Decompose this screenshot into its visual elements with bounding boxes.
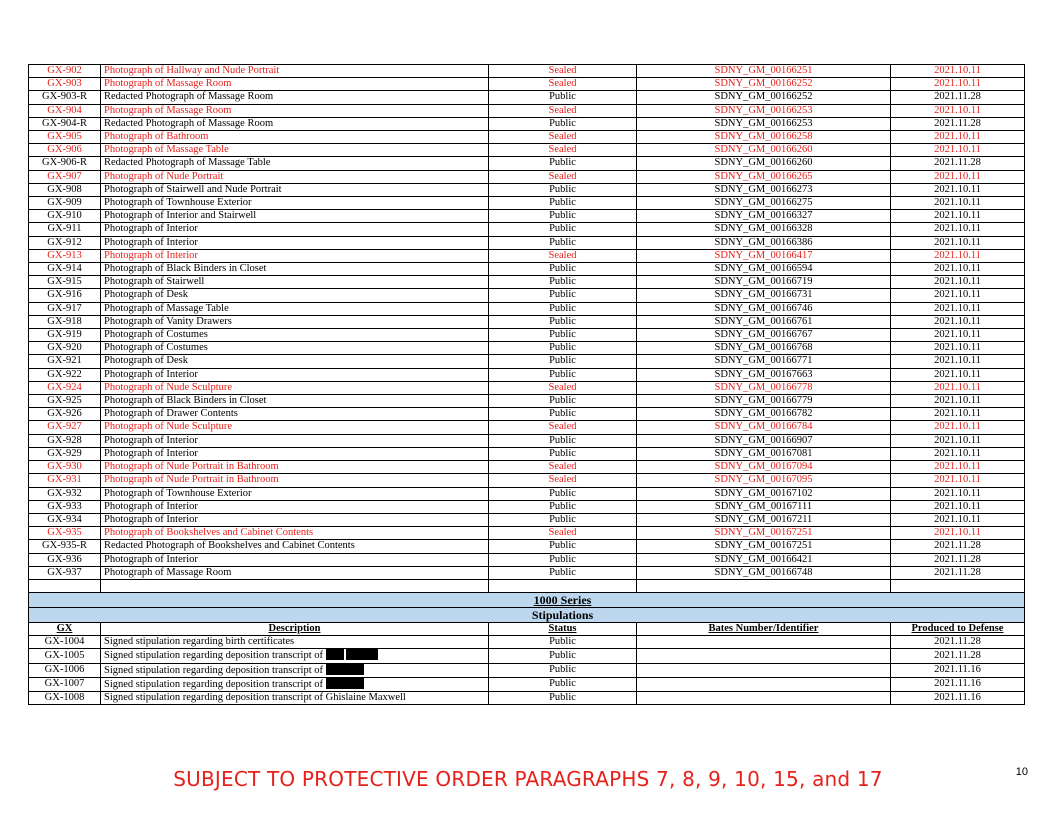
exhibit-number: GX-933: [29, 500, 101, 513]
exhibit-produced-date: 2021.10.11: [891, 78, 1025, 91]
exhibit-status: Public: [489, 329, 637, 342]
exhibit-description: Redacted Photograph of Massage Table: [101, 157, 489, 170]
stipulation-number: GX-1007: [29, 677, 101, 691]
exhibit-description: Photograph of Nude Portrait in Bathroom: [101, 461, 489, 474]
exhibit-bates: SDNY_GM_00166252: [637, 91, 891, 104]
exhibit-bates: SDNY_GM_00167211: [637, 513, 891, 526]
exhibit-status: Public: [489, 553, 637, 566]
exhibit-produced-date: 2021.10.11: [891, 249, 1025, 262]
header-description: Description: [101, 622, 489, 635]
stipulation-row: [29, 649, 1025, 663]
exhibit-number: GX-914: [29, 263, 101, 276]
exhibit-produced-date: 2021.10.11: [891, 276, 1025, 289]
exhibit-produced-date: 2021.11.28: [891, 553, 1025, 566]
exhibit-number: GX-937: [29, 566, 101, 579]
exhibit-description: Photograph of Drawer Contents: [101, 408, 489, 421]
exhibit-description: Photograph of Nude Sculpture: [101, 421, 489, 434]
stipulation-description: [101, 636, 489, 649]
exhibit-description: Photograph of Interior: [101, 223, 489, 236]
exhibit-produced-date: 2021.11.28: [891, 157, 1025, 170]
exhibit-status: Public: [489, 434, 637, 447]
exhibit-description: Photograph of Vanity Drawers: [101, 315, 489, 328]
exhibit-description: Photograph of Townhouse Exterior: [101, 197, 489, 210]
exhibit-bates: SDNY_GM_00166260: [637, 144, 891, 157]
exhibit-row: [29, 474, 1025, 487]
exhibit-description: Photograph of Nude Portrait: [101, 170, 489, 183]
redaction-block: [346, 649, 378, 660]
exhibit-status: Sealed: [489, 65, 637, 78]
exhibit-bates: SDNY_GM_00166782: [637, 408, 891, 421]
exhibit-bates: SDNY_GM_00166260: [637, 157, 891, 170]
exhibit-status: Public: [489, 355, 637, 368]
exhibit-status: Public: [489, 197, 637, 210]
exhibit-description: Photograph of Nude Sculpture: [101, 381, 489, 394]
exhibit-bates: SDNY_GM_00166265: [637, 170, 891, 183]
exhibit-number: GX-928: [29, 434, 101, 447]
exhibit-row: [29, 381, 1025, 394]
exhibit-bates: SDNY_GM_00166779: [637, 395, 891, 408]
exhibit-status: Public: [489, 447, 637, 460]
exhibit-status: Public: [489, 487, 637, 500]
exhibit-bates: SDNY_GM_00166252: [637, 78, 891, 91]
exhibit-number: GX-922: [29, 368, 101, 381]
exhibit-number: GX-921: [29, 355, 101, 368]
exhibit-status: Public: [489, 183, 637, 196]
exhibit-bates: SDNY_GM_00166784: [637, 421, 891, 434]
exhibit-bates: SDNY_GM_00166275: [637, 197, 891, 210]
exhibit-produced-date: 2021.10.11: [891, 302, 1025, 315]
exhibit-description: Redacted Photograph of Bookshelves and Cabinet Contents: [101, 540, 489, 553]
exhibit-number: GX-929: [29, 447, 101, 460]
exhibit-status: Public: [489, 210, 637, 223]
exhibit-row: [29, 566, 1025, 579]
exhibit-produced-date: 2021.10.11: [891, 236, 1025, 249]
page-number: 10: [1015, 766, 1028, 778]
stipulation-bates: [637, 677, 891, 691]
exhibit-produced-date: 2021.10.11: [891, 395, 1025, 408]
exhibit-bates: SDNY_GM_00166746: [637, 302, 891, 315]
exhibit-row: [29, 170, 1025, 183]
exhibit-row: [29, 487, 1025, 500]
exhibit-description: Photograph of Interior: [101, 236, 489, 249]
exhibit-produced-date: 2021.10.11: [891, 421, 1025, 434]
exhibit-number: GX-936: [29, 553, 101, 566]
exhibit-status: Public: [489, 540, 637, 553]
series-title-row: [29, 592, 1025, 607]
exhibit-row: [29, 223, 1025, 236]
exhibit-row: [29, 527, 1025, 540]
exhibit-produced-date: 2021.10.11: [891, 381, 1025, 394]
exhibit-produced-date: 2021.10.11: [891, 408, 1025, 421]
exhibit-description: Photograph of Bookshelves and Cabinet Contents: [101, 527, 489, 540]
exhibit-status: Sealed: [489, 144, 637, 157]
exhibit-bates: SDNY_GM_00166253: [637, 104, 891, 117]
stipulation-produced-date: 2021.11.28: [891, 649, 1025, 663]
exhibit-row: [29, 210, 1025, 223]
exhibit-description: Photograph of Desk: [101, 355, 489, 368]
exhibit-number: GX-931: [29, 474, 101, 487]
exhibit-number: GX-916: [29, 289, 101, 302]
exhibit-produced-date: 2021.10.11: [891, 527, 1025, 540]
exhibit-row: [29, 447, 1025, 460]
header-gx: GX: [29, 622, 101, 635]
exhibit-produced-date: 2021.10.11: [891, 170, 1025, 183]
exhibit-produced-date: 2021.10.11: [891, 183, 1025, 196]
exhibit-produced-date: 2021.10.11: [891, 197, 1025, 210]
series-subtitle: Stipulations: [489, 607, 637, 622]
exhibit-bates: SDNY_GM_00167081: [637, 447, 891, 460]
exhibit-bates: SDNY_GM_00166771: [637, 355, 891, 368]
exhibit-number: GX-924: [29, 381, 101, 394]
exhibit-row: [29, 302, 1025, 315]
exhibit-status: Public: [489, 276, 637, 289]
exhibit-bates: SDNY_GM_00167251: [637, 540, 891, 553]
column-header-row: [29, 622, 1025, 635]
exhibit-produced-date: 2021.11.28: [891, 566, 1025, 579]
exhibit-number: GX-927: [29, 421, 101, 434]
exhibit-number: GX-917: [29, 302, 101, 315]
exhibit-description: Photograph of Desk: [101, 289, 489, 302]
exhibit-description: Photograph of Bathroom: [101, 131, 489, 144]
exhibit-row: [29, 540, 1025, 553]
exhibit-produced-date: 2021.10.11: [891, 131, 1025, 144]
exhibit-description: Photograph of Interior: [101, 368, 489, 381]
exhibit-row: [29, 434, 1025, 447]
exhibit-description: Photograph of Black Binders in Closet: [101, 263, 489, 276]
stipulation-produced-date: 2021.11.16: [891, 663, 1025, 677]
exhibit-status: Sealed: [489, 474, 637, 487]
header-bates: Bates Number/Identifier: [637, 622, 891, 635]
exhibit-description: Photograph of Massage Room: [101, 566, 489, 579]
exhibit-produced-date: 2021.11.28: [891, 540, 1025, 553]
series-section: [29, 592, 1025, 635]
exhibit-status: Sealed: [489, 104, 637, 117]
exhibit-status: Public: [489, 223, 637, 236]
stipulation-status: Public: [489, 677, 637, 691]
exhibit-produced-date: 2021.10.11: [891, 104, 1025, 117]
exhibit-row: [29, 117, 1025, 130]
exhibit-status: Sealed: [489, 461, 637, 474]
stipulation-description-text: Signed stipulation regarding deposition transcript of: [104, 678, 326, 690]
exhibit-number: GX-935-R: [29, 540, 101, 553]
exhibit-bates: SDNY_GM_00166767: [637, 329, 891, 342]
exhibit-row: [29, 408, 1025, 421]
exhibit-produced-date: 2021.10.11: [891, 447, 1025, 460]
exhibit-row: [29, 421, 1025, 434]
exhibit-bates: SDNY_GM_00166258: [637, 131, 891, 144]
stipulation-bates: [637, 636, 891, 649]
exhibit-status: Public: [489, 263, 637, 276]
exhibit-description: Photograph of Interior: [101, 249, 489, 262]
stipulation-description-text: Signed stipulation regarding deposition transcript of: [104, 664, 326, 676]
exhibit-number: GX-904: [29, 104, 101, 117]
exhibit-bates: SDNY_GM_00166253: [637, 117, 891, 130]
exhibit-bates: SDNY_GM_00167094: [637, 461, 891, 474]
exhibit-bates: SDNY_GM_00166768: [637, 342, 891, 355]
exhibit-status: Public: [489, 513, 637, 526]
stipulation-status: Public: [489, 636, 637, 649]
exhibit-produced-date: 2021.11.28: [891, 117, 1025, 130]
exhibit-number: GX-919: [29, 329, 101, 342]
exhibit-produced-date: 2021.10.11: [891, 263, 1025, 276]
exhibit-number: GX-903: [29, 78, 101, 91]
stipulation-row: [29, 636, 1025, 649]
stipulation-rows: [29, 636, 1025, 705]
exhibit-row: [29, 78, 1025, 91]
header-status: Status: [489, 622, 637, 635]
exhibit-number: GX-909: [29, 197, 101, 210]
exhibit-list-table: [28, 64, 1025, 705]
exhibit-row: [29, 157, 1025, 170]
exhibit-row: [29, 315, 1025, 328]
stipulation-produced-date: 2021.11.28: [891, 636, 1025, 649]
exhibit-bates: SDNY_GM_00167095: [637, 474, 891, 487]
exhibit-bates: SDNY_GM_00167251: [637, 527, 891, 540]
exhibit-description: Photograph of Townhouse Exterior: [101, 487, 489, 500]
exhibit-description: Photograph of Massage Room: [101, 104, 489, 117]
exhibit-bates: SDNY_GM_00166748: [637, 566, 891, 579]
exhibit-status: Sealed: [489, 249, 637, 262]
exhibit-row: [29, 183, 1025, 196]
exhibit-produced-date: 2021.10.11: [891, 487, 1025, 500]
stipulation-row: [29, 677, 1025, 691]
exhibit-status: Public: [489, 91, 637, 104]
exhibit-produced-date: 2021.10.11: [891, 315, 1025, 328]
exhibit-row: [29, 461, 1025, 474]
exhibit-produced-date: 2021.10.11: [891, 342, 1025, 355]
exhibit-row: [29, 236, 1025, 249]
exhibit-bates: SDNY_GM_00166719: [637, 276, 891, 289]
stipulation-number: GX-1008: [29, 691, 101, 704]
exhibit-number: GX-932: [29, 487, 101, 500]
exhibit-bates: SDNY_GM_00166273: [637, 183, 891, 196]
exhibit-status: Sealed: [489, 170, 637, 183]
exhibit-status: Public: [489, 368, 637, 381]
exhibit-bates: SDNY_GM_00166386: [637, 236, 891, 249]
exhibit-bates: SDNY_GM_00167102: [637, 487, 891, 500]
exhibit-row: [29, 500, 1025, 513]
exhibit-number: GX-906: [29, 144, 101, 157]
exhibit-description: Photograph of Interior: [101, 553, 489, 566]
exhibit-status: Sealed: [489, 381, 637, 394]
stipulation-description-text: Signed stipulation regarding birth certificates: [104, 636, 295, 648]
exhibit-bates: SDNY_GM_00166907: [637, 434, 891, 447]
exhibit-produced-date: 2021.10.11: [891, 144, 1025, 157]
exhibit-description: Photograph of Hallway and Nude Portrait: [101, 65, 489, 78]
exhibit-description: Photograph of Interior: [101, 513, 489, 526]
exhibit-description: Photograph of Black Binders in Closet: [101, 395, 489, 408]
stipulation-status: Public: [489, 691, 637, 704]
redaction-block: [326, 649, 344, 660]
exhibit-description: Photograph of Massage Table: [101, 302, 489, 315]
exhibit-number: GX-930: [29, 461, 101, 474]
exhibit-number: GX-902: [29, 65, 101, 78]
exhibit-bates: SDNY_GM_00166417: [637, 249, 891, 262]
exhibit-status: Public: [489, 500, 637, 513]
exhibit-row: [29, 276, 1025, 289]
exhibit-produced-date: 2021.10.11: [891, 368, 1025, 381]
exhibit-status: Public: [489, 315, 637, 328]
stipulation-status: Public: [489, 663, 637, 677]
exhibit-row: [29, 368, 1025, 381]
exhibit-row: [29, 395, 1025, 408]
exhibit-number: GX-935: [29, 527, 101, 540]
stipulation-number: GX-1005: [29, 649, 101, 663]
exhibit-status: Sealed: [489, 527, 637, 540]
stipulation-number: GX-1004: [29, 636, 101, 649]
exhibit-produced-date: 2021.10.11: [891, 329, 1025, 342]
exhibit-status: Sealed: [489, 131, 637, 144]
exhibit-number: GX-913: [29, 249, 101, 262]
exhibit-number: GX-905: [29, 131, 101, 144]
exhibit-description: Redacted Photograph of Massage Room: [101, 117, 489, 130]
exhibit-bates: SDNY_GM_00166327: [637, 210, 891, 223]
exhibit-row: [29, 513, 1025, 526]
stipulation-bates: [637, 691, 891, 704]
stipulation-produced-date: 2021.11.16: [891, 677, 1025, 691]
exhibit-number: GX-903-R: [29, 91, 101, 104]
exhibit-description: Photograph of Interior and Stairwell: [101, 210, 489, 223]
stipulation-description: [101, 649, 489, 663]
header-produced: Produced to Defense: [891, 622, 1025, 635]
exhibit-produced-date: 2021.11.28: [891, 91, 1025, 104]
exhibit-status: Public: [489, 157, 637, 170]
exhibit-description: Photograph of Costumes: [101, 342, 489, 355]
exhibit-bates: SDNY_GM_00166761: [637, 315, 891, 328]
exhibit-bates: SDNY_GM_00166594: [637, 263, 891, 276]
exhibit-produced-date: 2021.10.11: [891, 434, 1025, 447]
stipulation-description: [101, 691, 489, 704]
exhibit-produced-date: 2021.10.11: [891, 500, 1025, 513]
stipulation-status: Public: [489, 649, 637, 663]
stipulation-description: [101, 677, 489, 691]
exhibit-number: GX-904-R: [29, 117, 101, 130]
exhibit-status: Public: [489, 395, 637, 408]
exhibit-status: Public: [489, 236, 637, 249]
exhibit-description: Photograph of Costumes: [101, 329, 489, 342]
exhibit-status: Public: [489, 117, 637, 130]
exhibit-produced-date: 2021.10.11: [891, 474, 1025, 487]
exhibit-row: [29, 144, 1025, 157]
exhibit-description: Photograph of Interior: [101, 447, 489, 460]
exhibit-row: [29, 329, 1025, 342]
exhibit-description: Photograph of Interior: [101, 500, 489, 513]
exhibit-bates: SDNY_GM_00166731: [637, 289, 891, 302]
exhibit-description: Photograph of Interior: [101, 434, 489, 447]
exhibit-bates: SDNY_GM_00166778: [637, 381, 891, 394]
exhibit-description: Photograph of Nude Portrait in Bathroom: [101, 474, 489, 487]
exhibit-row: [29, 342, 1025, 355]
redaction-block: [326, 664, 364, 675]
exhibit-status: Public: [489, 302, 637, 315]
exhibit-row: [29, 249, 1025, 262]
redaction-block: [326, 678, 364, 689]
exhibit-bates: SDNY_GM_00167111: [637, 500, 891, 513]
exhibit-description: Photograph of Massage Room: [101, 78, 489, 91]
exhibit-status: Public: [489, 408, 637, 421]
exhibit-bates: SDNY_GM_00167663: [637, 368, 891, 381]
series-title: 1000 Series: [533, 592, 592, 607]
stipulation-bates: [637, 649, 891, 663]
exhibit-number: GX-906-R: [29, 157, 101, 170]
blank-row: [29, 579, 1025, 592]
exhibit-number: GX-915: [29, 276, 101, 289]
exhibit-number: GX-910: [29, 210, 101, 223]
protective-order-notice: SUBJECT TO PROTECTIVE ORDER PARAGRAPHS 7, 8, 9, 10, 15, and 17: [173, 767, 883, 791]
exhibit-number: GX-918: [29, 315, 101, 328]
stipulation-description: [101, 663, 489, 677]
stipulation-number: GX-1006: [29, 663, 101, 677]
exhibit-produced-date: 2021.10.11: [891, 65, 1025, 78]
exhibit-row: [29, 65, 1025, 78]
exhibit-status: Public: [489, 342, 637, 355]
exhibit-bates: SDNY_GM_00166328: [637, 223, 891, 236]
exhibit-produced-date: 2021.10.11: [891, 210, 1025, 223]
exhibit-number: GX-920: [29, 342, 101, 355]
exhibit-number: GX-908: [29, 183, 101, 196]
exhibit-row: [29, 91, 1025, 104]
exhibit-description: Photograph of Massage Table: [101, 144, 489, 157]
stipulation-produced-date: 2021.11.16: [891, 691, 1025, 704]
exhibit-produced-date: 2021.10.11: [891, 513, 1025, 526]
exhibit-row: [29, 289, 1025, 302]
exhibit-number: GX-911: [29, 223, 101, 236]
exhibit-number: GX-934: [29, 513, 101, 526]
exhibit-bates: SDNY_GM_00166421: [637, 553, 891, 566]
exhibit-status: Public: [489, 289, 637, 302]
blank-separator: [29, 579, 1025, 592]
exhibit-row: [29, 131, 1025, 144]
stipulation-bates: [637, 663, 891, 677]
exhibit-produced-date: 2021.10.11: [891, 461, 1025, 474]
exhibit-row: [29, 197, 1025, 210]
exhibit-row: [29, 553, 1025, 566]
exhibit-number: GX-925: [29, 395, 101, 408]
exhibit-status: Sealed: [489, 78, 637, 91]
stipulation-row: [29, 691, 1025, 704]
exhibit-description: Redacted Photograph of Massage Room: [101, 91, 489, 104]
exhibit-description: Photograph of Stairwell: [101, 276, 489, 289]
exhibit-bates: SDNY_GM_00166251: [637, 65, 891, 78]
exhibit-description: Photograph of Stairwell and Nude Portrait: [101, 183, 489, 196]
exhibit-produced-date: 2021.10.11: [891, 355, 1025, 368]
exhibit-produced-date: 2021.10.11: [891, 289, 1025, 302]
exhibit-number: GX-912: [29, 236, 101, 249]
exhibit-row: [29, 263, 1025, 276]
stipulation-description-text: Signed stipulation regarding deposition transcript of: [104, 650, 326, 662]
exhibit-row: [29, 104, 1025, 117]
exhibit-number: GX-907: [29, 170, 101, 183]
stipulation-row: [29, 663, 1025, 677]
series-subtitle-row: [29, 607, 1025, 622]
exhibit-produced-date: 2021.10.11: [891, 223, 1025, 236]
exhibit-row: [29, 355, 1025, 368]
stipulation-description-text: Signed stipulation regarding deposition transcript of Ghislaine Maxwell: [104, 691, 406, 703]
exhibit-number: GX-926: [29, 408, 101, 421]
exhibit-rows: [29, 65, 1025, 580]
exhibit-status: Sealed: [489, 421, 637, 434]
exhibit-status: Public: [489, 566, 637, 579]
